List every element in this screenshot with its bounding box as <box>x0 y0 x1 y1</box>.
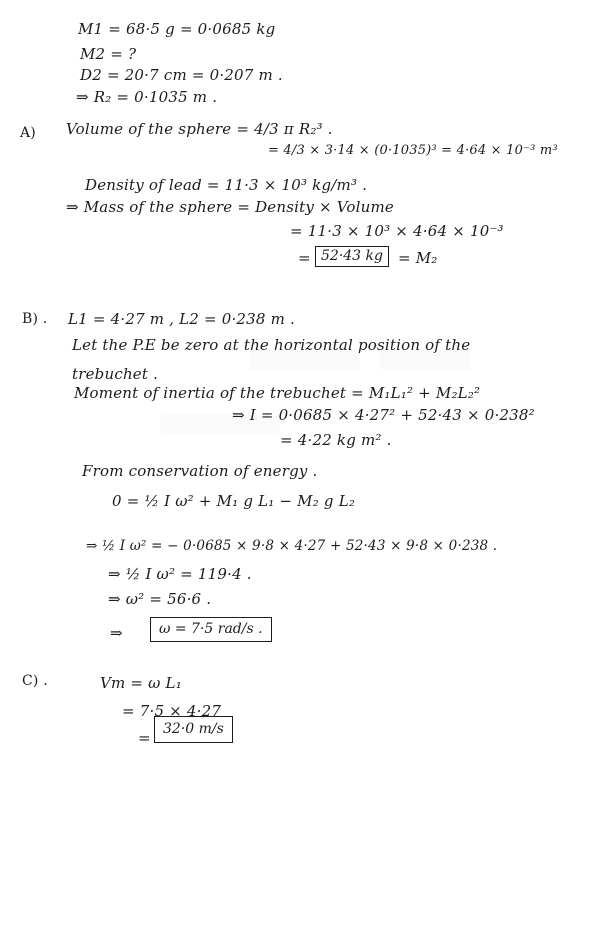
moment-of-inertia-result: = 4·22 kg m² . <box>280 431 392 449</box>
mass-result-box: 52·43 kg <box>315 246 389 267</box>
given-m2: M2 = ? <box>80 45 137 63</box>
energy-step-3: ⇒ ω² = 56·6 . <box>108 590 212 608</box>
mass-definition: ⇒ Mass of the sphere = Density × Volume <box>66 198 394 216</box>
given-r2: ⇒ R₂ = 0·1035 m . <box>76 88 218 106</box>
energy-step-4-prefix: ⇒ <box>110 624 123 642</box>
lengths-given: L1 = 4·27 m , L2 = 0·238 m . <box>68 310 295 328</box>
potential-energy-line-2: trebuchet . <box>72 365 159 383</box>
moment-of-inertia-definition: Moment of inertia of the trebuchet = M₁L₁² + M₂L₂² <box>74 384 481 402</box>
part-c-label: C) . <box>22 673 48 689</box>
given-m1: M1 = 68·5 g = 0·0685 kg <box>78 20 276 38</box>
part-a-label: A) <box>20 125 36 141</box>
mass-result-suffix: = M₂ <box>398 249 438 267</box>
energy-step-2: ⇒ ½ I ω² = 119·4 . <box>108 565 252 583</box>
part-b-label: B) . <box>22 311 48 327</box>
tip-velocity-result-box: 32·0 m/s <box>154 716 233 743</box>
volume-definition: Volume of the sphere = 4/3 π R₂³ . <box>66 120 333 138</box>
moment-of-inertia-calculation: ⇒ I = 0·0685 × 4·27² + 52·43 × 0·238² <box>232 406 535 424</box>
energy-equation: 0 = ½ I ω² + M₁ g L₁ − M₂ g L₂ <box>112 492 356 510</box>
tip-velocity-calculation: = 7·5 × 4·27 <box>122 702 222 720</box>
tip-velocity-prefix: = <box>138 729 151 747</box>
energy-step-1: ⇒ ½ I ω² = − 0·0685 × 9·8 × 4·27 + 52·43 × 9·8 × 0·238 . <box>86 538 498 554</box>
angular-velocity-result-box: ω = 7·5 rad/s . <box>150 617 272 642</box>
tip-velocity-definition: Vт = ω L₁ <box>100 674 182 692</box>
given-d2: D2 = 20·7 cm = 0·207 m . <box>80 66 283 84</box>
potential-energy-line-1: Let the P.E be zero at the horizontal position of the <box>72 336 471 354</box>
conservation-of-energy-title: From conservation of energy . <box>82 462 318 480</box>
volume-calculation: = 4/3 × 3·14 × (0·1035)³ = 4·64 × 10⁻³ m³ <box>268 143 558 158</box>
mass-calculation: = 11·3 × 10³ × 4·64 × 10⁻³ <box>290 222 504 240</box>
mass-result-prefix: = <box>298 249 311 267</box>
density-of-lead: Density of lead = 11·3 × 10³ kg/m³ . <box>85 176 368 194</box>
